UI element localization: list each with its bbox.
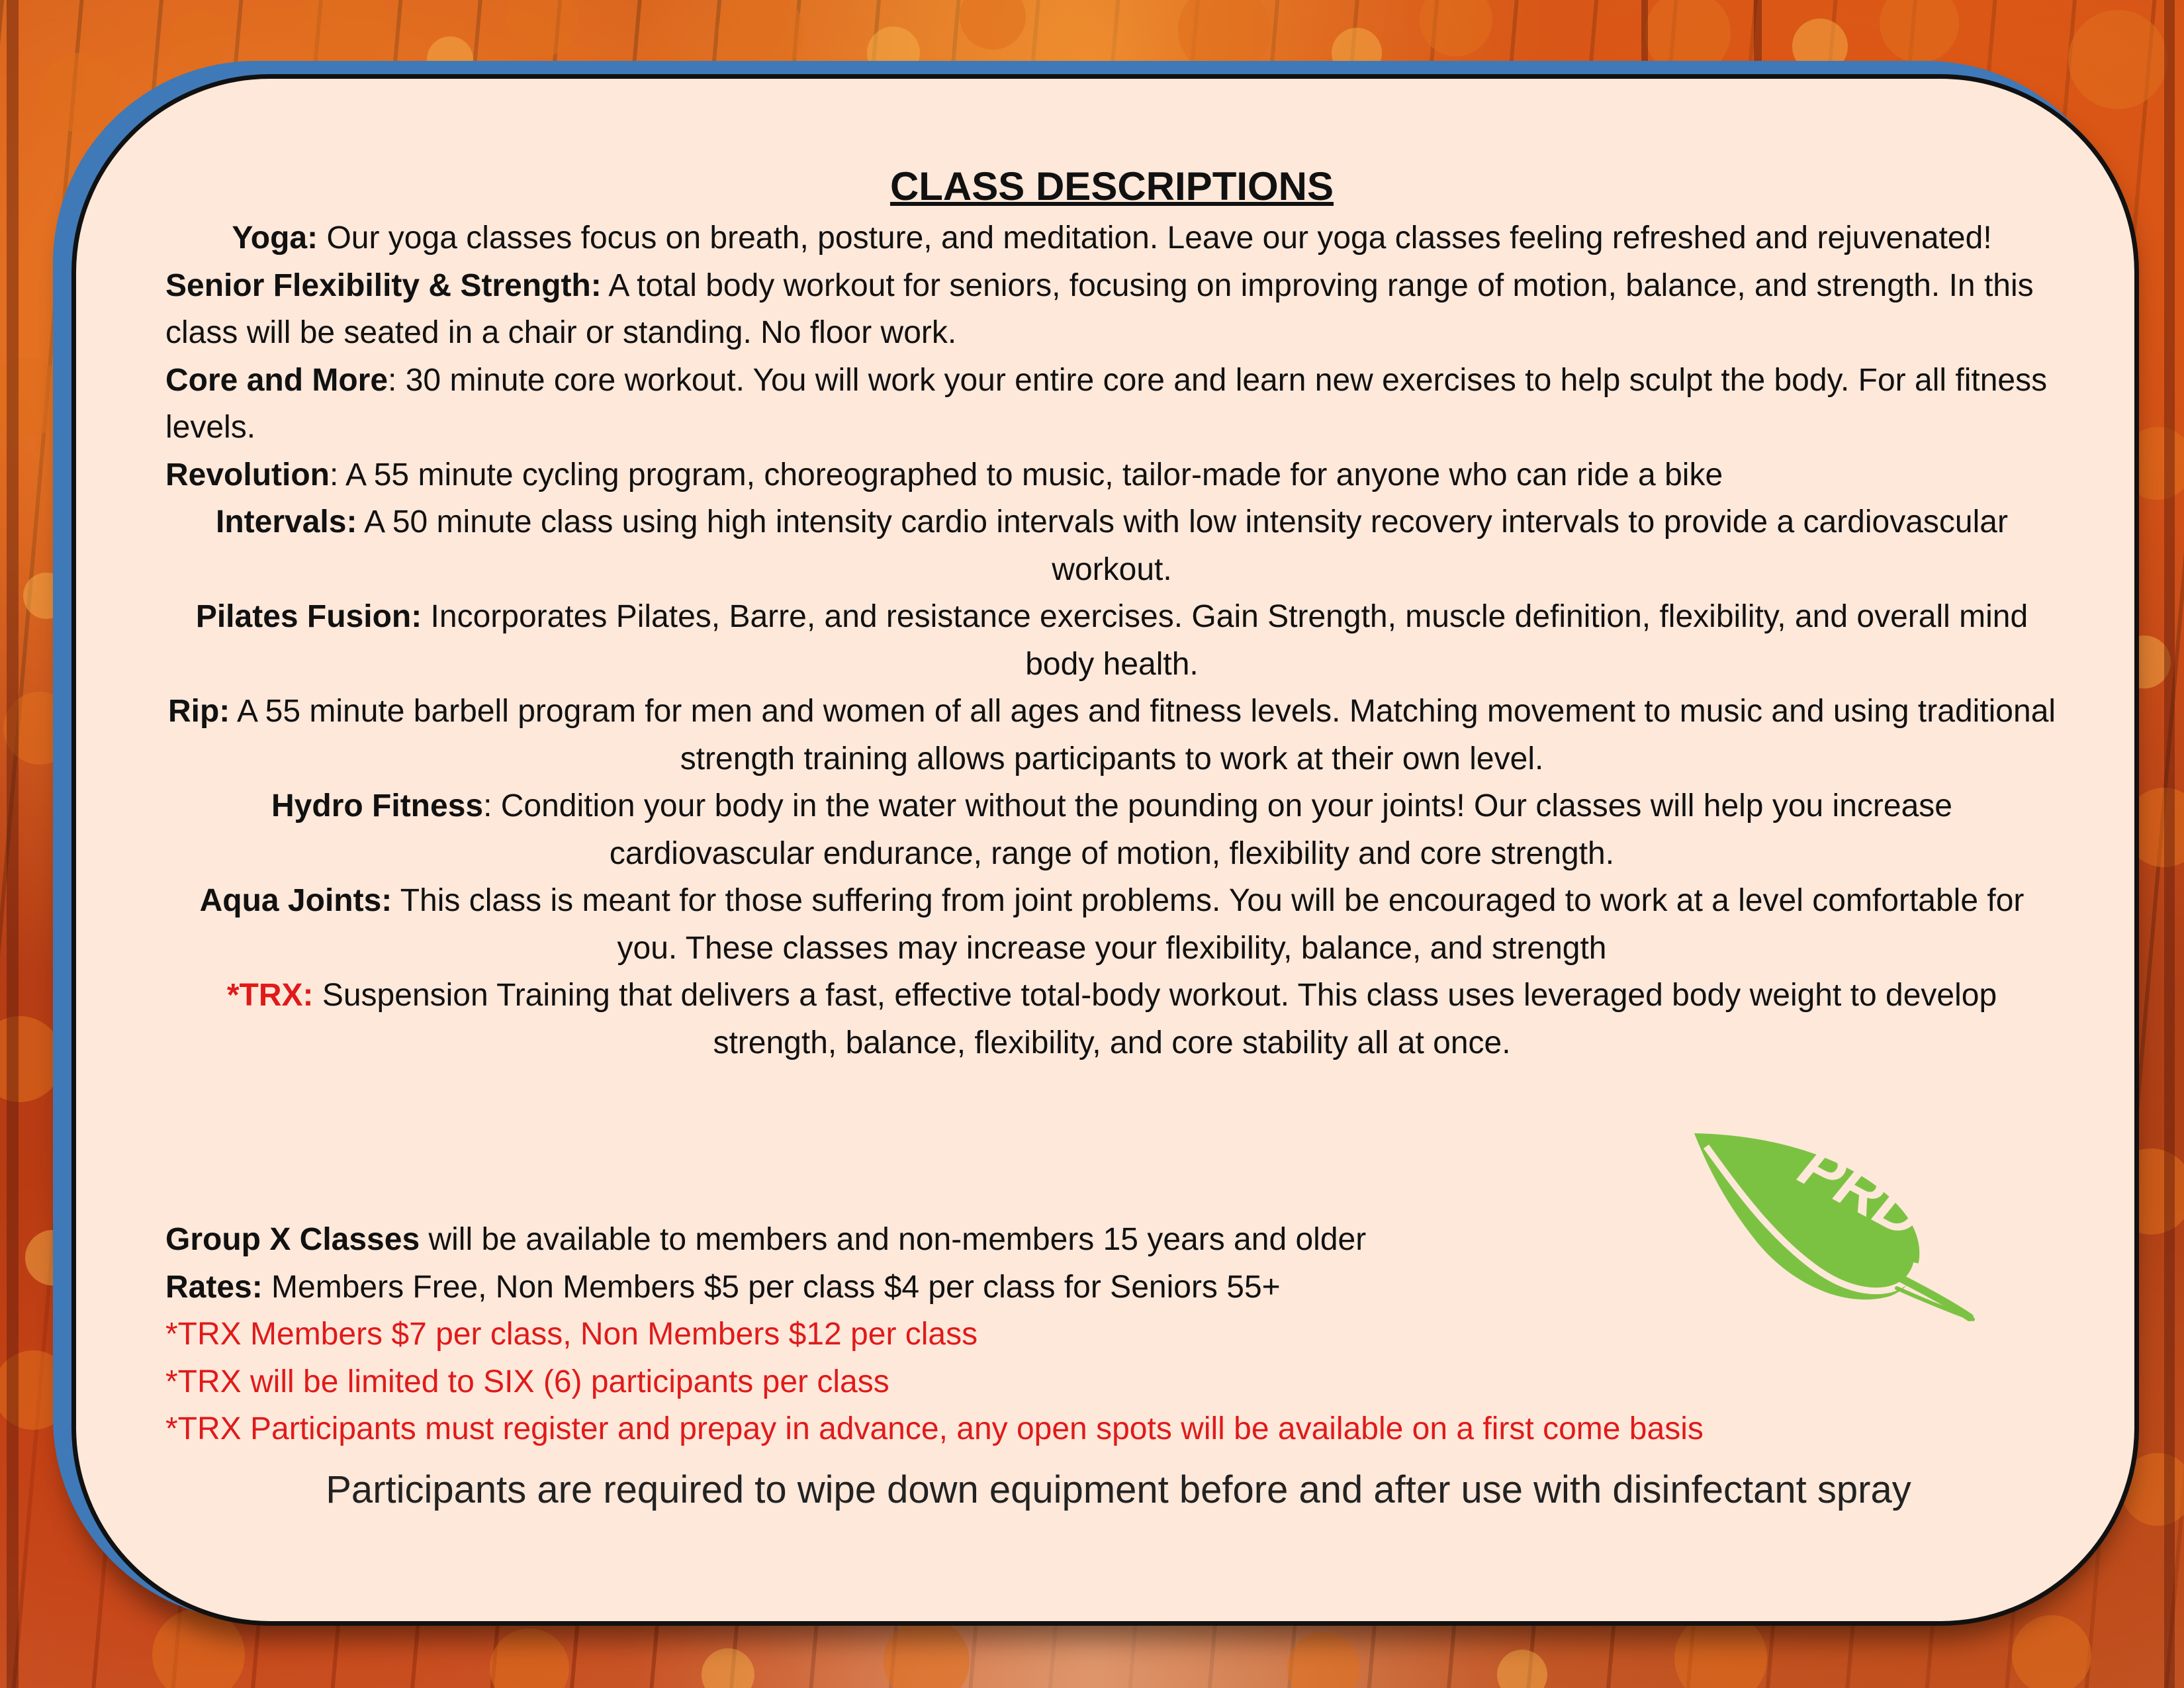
group-x-label: Group X Classes <box>165 1222 420 1257</box>
trx-note-pricing: *TRX Members $7 per class, Non Members $12 per class <box>165 1317 978 1352</box>
class-entry-pilates-fusion <box>165 593 2058 688</box>
class-entry-revolution <box>165 451 2058 499</box>
class-description: A 50 minute class using high intensity cardio intervals with low intensity recovery intervals to provide a cardiovascular workout. <box>357 504 2008 587</box>
class-description: : A 55 minute cycling program, choreographed to music, tailor-made for anyone who can ride a bike <box>330 457 1723 492</box>
class-name: *TRX: <box>226 978 314 1013</box>
class-entry-trx <box>165 972 2058 1066</box>
equipment-wipe-notice: Participants are required to wipe down equipment before and after use with disinfectant spray <box>326 1468 1911 1511</box>
class-name: Yoga: <box>232 220 318 256</box>
class-descriptions-panel <box>165 159 2058 1555</box>
class-entry-rip <box>165 688 2058 782</box>
class-name: Aqua Joints: <box>199 883 392 918</box>
class-description: This class is meant for those suffering from joint problems. You will be encouraged to work at a level comfortable for you. These classes may increase your flexibility, balance, and strength <box>392 883 2025 966</box>
class-description: A total body workout for seniors, focusing on improving range of motion, balance, and strength. In this class will be seated in a chair or standing. No floor work. <box>165 267 2034 350</box>
class-description: : 30 minute core workout. You will work your entire core and learn new exercises to help sculpt the body. For all fitness levels. <box>165 362 2048 445</box>
class-description: : Condition your body in the water without the pounding on your joints! Our classes will help you increase cardiovascular endurance, range of motion, flexibility and core strength. <box>483 788 1952 871</box>
class-name: Intervals: <box>216 504 357 539</box>
class-description: Suspension Training that delivers a fast, effective total-body workout. This class uses leveraged body weight to develop strength, balance, flexibility, and core stability all at once. <box>313 978 1997 1060</box>
class-name: Revolution <box>165 457 330 492</box>
class-name: Rip: <box>167 694 230 729</box>
class-name: Senior Flexibility & Strength: <box>165 267 602 303</box>
class-name: Pilates Fusion: <box>195 599 422 634</box>
rates-text: Members Free, Non Members $5 per class $4 per class for Seniors 55+ <box>262 1269 1281 1305</box>
rates-label: Rates: <box>165 1269 263 1305</box>
class-entry-hydro-fitness <box>165 782 2058 877</box>
class-description: Incorporates Pilates, Barre, and resistance exercises. Gain Strength, muscle definition, flexibility, and overall mind body health. <box>422 599 2028 682</box>
group-x-text: will be available to members and non-members 15 years and older <box>420 1222 1367 1257</box>
class-entry-core-and-more <box>165 357 2058 451</box>
class-entry-intervals <box>165 498 2058 593</box>
trx-note-registration: *TRX Participants must register and prepay in advance, any open spots will be available on a first come basis <box>165 1411 1704 1446</box>
class-entry-aqua-joints <box>165 877 2058 972</box>
class-name: Core and More <box>165 362 388 398</box>
class-entry-yoga <box>165 214 2058 262</box>
class-description: Our yoga classes focus on breath, posture, and meditation. Leave our yoga classes feeling refreshed and rejuvenated! <box>318 220 1992 256</box>
page-title: CLASS DESCRIPTIONS <box>889 164 1334 209</box>
class-description: A 55 minute barbell program for men and women of all ages and fitness levels. Matching movement to music and using traditional strength training allows participants to work at their own level. <box>230 694 2056 776</box>
prd-logo-text: PRD <box>1789 1131 1934 1252</box>
trx-note-capacity: *TRX will be limited to SIX (6) participants per class <box>165 1364 889 1399</box>
class-name: Hydro Fitness <box>271 788 484 823</box>
class-entry-senior-flexibility <box>165 262 2058 357</box>
prd-leaf-logo <box>1692 1131 1978 1323</box>
